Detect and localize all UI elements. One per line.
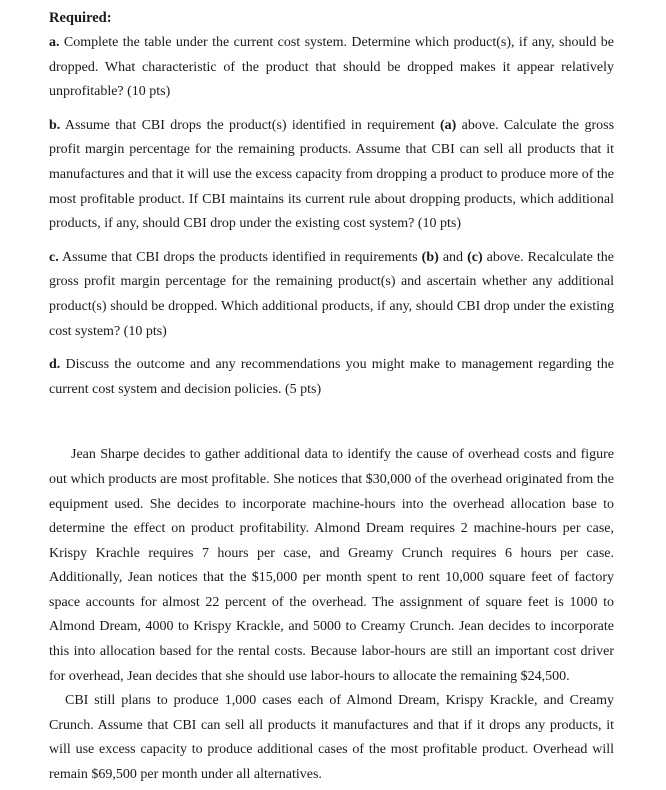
requirement-a-label: a. [49,35,60,50]
requirement-c-text-1: Assume that CBI drops the products identified in requirements [61,249,418,265]
requirement-d [49,353,614,402]
requirement-c-text-2: and [442,249,464,265]
requirement-d-text: Discuss the outcome and any recommendations you might make to management regarding the current cost system and decision policies. (5 pts) [49,357,615,397]
case-paragraph-1: Jean Sharpe decides to gather additional data to identify the cause of overhead costs and figure out which products are most profitable. She notices that $30,000 of the overhead originated from the equipment used. She decides to incorporate machine-hours into the overhead allocation base to determine the effect on product profitability. Almond Dream requires 2 machine-hours per case, Krispy Krachle requires 7 hours per case, and Greamy Crunch requires 6 hours per case. Additionally, Jean notices that the $15,000 per month spent to rent 10,000 square feet of factory space accounts for almost 22 percent of the overhead. The assignment of square feet is 1000 to Almond Dream, 4000 to Krispy Krackle, and 5000 to Creamy Crunch. Jean decides to incorporate this into allocation based for the rental costs. Because labor-hours are still an important cost driver for overhead, Jean decides that she should use labor-hours to allocate the remaining $24,500. [49,447,614,684]
required-heading: Required: [49,10,112,26]
requirement-b-text-1: Assume that CBI drops the product(s) identified in requirement [64,117,435,133]
requirement-c-text-3: above. Recalculate the gross profit margin percentage for the remaining product(s) and ascertain whether any additional product(s) should be dropped. Which additional products, if any, should CBI drop under the existing cost system? (10 pts) [49,249,615,339]
requirement-c-ref-b: (b) [421,249,439,265]
requirement-a-text: Complete the table under the current cost system. Determine which product(s), if any, should be dropped. What characteristic of the product that should be dropped makes it appear relatively unprofitable? (10 pts) [49,35,614,100]
requirement-c [49,246,614,344]
section-spacer [49,411,614,443]
requirement-c-label: c. [49,249,59,265]
case-paragraph-2: CBI still plans to produce 1,000 cases each of Almond Dream, Krispy Krackle, and Creamy Crunch. Assume that CBI can sell all products it manufactures and that if it drops any products, it will use excess capacity to produce additional cases of the most profitable product. Overhead will remain $69,500 per month under all alternatives. [49,693,614,783]
requirement-b [49,114,614,237]
requirement-b-label: b. [49,117,61,133]
requirement-b-text-2: above. Calculate the gross profit margin percentage for the remaining products. Assume that CBI can sell all products that it manufactures and that it will use the excess capacity from dropping a product to produce more of the most profitable product. If CBI maintains its current rule about dropping products, which additional products, if any, should CBI drop under the existing cost system? (10 pts) [49,117,615,232]
requirement-c-ref-c: (c) [467,249,483,265]
requirement-a [49,31,614,105]
requirement-b-ref-a: (a) [440,117,457,133]
requirement-d-label: d. [49,357,61,373]
